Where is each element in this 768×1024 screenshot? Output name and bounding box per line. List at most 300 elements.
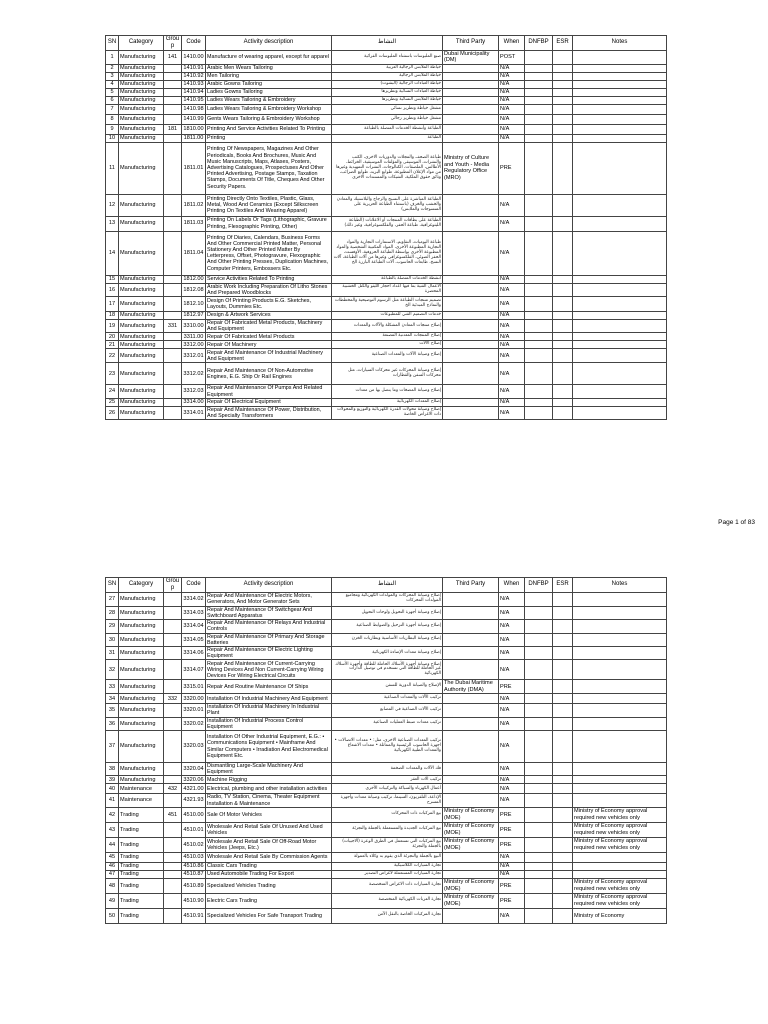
cell-sn: 19 [106,320,119,333]
cell-esr [553,822,573,837]
cell-activity: Service Activities Related To Printing [206,275,332,283]
cell-dnfbp [525,275,553,283]
cell-activity: Printing Of Newspapers, Magazines And Other Periodicals, Books And Brochures, Music And Music Manuscripts, Maps, Atlases, Posters, Advertising Catalogues, Prospectuses And Other Printed Advertising, Postage Stamps, Taxation Stamps, Documents Of Title, Cheques And Other Security Papers. [206,142,332,194]
cell-esr [553,893,573,908]
cell-code: 3314.03 [182,606,206,619]
col-header-esr: ESR [553,578,573,593]
cell-sn: 10 [106,134,119,142]
table-row [106,194,667,216]
cell-category: Manufacturing [119,88,164,96]
cell-notes [573,142,667,194]
cell-code: 3314.01 [182,406,206,419]
cell-code: 3320.01 [182,704,206,717]
table-row [106,822,667,837]
cell-arabic: خياطة الملابس الرجالية [332,72,443,80]
cell-dnfbp [525,852,553,862]
cell-when: N/A [499,312,525,320]
cell-when: N/A [499,776,525,784]
cell-third-party [443,606,499,619]
cell-sn: 4 [106,80,119,88]
cell-arabic: تجارة السيارات الكلاسيكية [332,862,443,870]
cell-activity: Printing On Labels Or Tags (Lithographic, Gravure Printing, Flexographic Printing, Other) [206,216,332,231]
cell-group [164,297,182,312]
cell-esr [553,592,573,606]
cell-category: Manufacturing [119,633,164,646]
cell-esr [553,142,573,194]
cell-arabic: خياطة الملابس النسائية وتطريزها [332,96,443,104]
cell-group: 332 [164,694,182,704]
cell-dnfbp [525,704,553,717]
cell-notes [573,363,667,385]
cell-activity: Specialized Vehicles Trading [206,878,332,893]
cell-notes: Ministry of Economy approval required new vehicles only [573,807,667,822]
cell-category: Manufacturing [119,96,164,104]
cell-code: 1811.01 [182,142,206,194]
cell-category: Manufacturing [119,647,164,660]
cell-dnfbp [525,870,553,878]
cell-esr [553,283,573,296]
table-row [106,283,667,296]
cell-group [164,363,182,385]
cell-arabic: أنشطة الخدمات المتصلة بالطباعة [332,275,443,283]
cell-esr [553,680,573,694]
cell-esr [553,704,573,717]
cell-when: N/A [499,704,525,717]
col-header-notes: Notes [573,578,667,593]
cell-third-party [443,363,499,385]
cell-code: 3320.06 [183,776,204,783]
cell-esr [553,349,573,363]
cell-dnfbp [525,680,553,694]
cell-code: 3315.01 [182,680,206,694]
cell-arabic: الطباعة [332,134,443,142]
cell-third-party [443,398,499,406]
table-row [106,776,667,784]
cell-esr [553,731,573,763]
table-row [106,870,667,878]
cell-notes [573,320,667,333]
cell-activity: Printing [206,134,332,142]
cell-code: 1410.92 [183,72,204,79]
cell-when: PRE [499,893,525,908]
cell-notes [573,731,667,763]
cell-sn: 48 [106,878,119,893]
cell-esr [553,837,573,852]
cell-arabic: إصلاح وصيانة المحركات والمولدات الكهربائية ومجاميع المولدات المحركات [332,592,443,606]
cell-arabic: بيع المركبات ذات المحركات [332,807,443,822]
cell-dnfbp [525,72,553,80]
cell-category: Manufacturing [119,64,164,72]
cell-arabic: صنع الملبوسات باستثناء الملبوسات الفرائية [332,50,443,64]
col-header-sn: SN [106,36,119,51]
cell-third-party: Ministry of Culture and Youth - Media Regulatory Office (MRO) [443,142,499,194]
cell-dnfbp [525,633,553,646]
cell-code: 3311.00 [182,333,206,341]
cell-when: N/A [499,297,525,312]
cell-third-party [443,704,499,717]
cell-third-party [443,349,499,363]
table-row [106,72,667,80]
table-row [106,704,667,717]
cell-activity: Electric Cars Trading [206,893,332,908]
cell-sn: 32 [106,660,119,680]
cell-sn: 49 [106,893,119,908]
cell-esr [553,134,573,142]
cell-sn: 11 [106,142,119,194]
cell-code: 1410.00 [182,50,206,64]
cell-notes [573,680,667,694]
cell-category: Manufacturing [119,363,164,385]
cell-group [164,341,182,349]
cell-when: N/A [499,88,525,96]
cell-notes [573,64,667,72]
cell-notes [573,275,667,283]
cell-arabic: تركيب الآلات والمعدات الصناعية [332,694,443,704]
cell-third-party [443,96,499,104]
cell-group [164,794,182,807]
cell-when: N/A [499,124,525,134]
cell-when: N/A [499,341,525,349]
cell-category: Trading [119,822,164,837]
cell-sn: 8 [106,114,119,124]
cell-code: 3314.06 [182,647,206,660]
cell-dnfbp [525,124,553,134]
cell-code: 1811.03 [182,216,206,231]
cell-third-party [443,104,499,114]
cell-notes [573,104,667,114]
table-row [106,297,667,312]
cell-notes [573,717,667,730]
cell-code: 3314.07 [182,660,206,680]
cell-dnfbp [525,878,553,893]
cell-esr [553,194,573,216]
cell-arabic: خدمات التصميم الفني للمطبوعات [332,312,443,320]
cell-category: Manufacturing [119,80,164,88]
cell-activity: Repair And Maintenance Of Primary And Storage Batteries [206,633,332,646]
cell-esr [553,297,573,312]
cell-code: 3320.03 [182,731,206,763]
cell-category: Trading [119,807,164,822]
cell-notes [573,283,667,296]
cell-dnfbp [525,341,553,349]
table-row [106,363,667,385]
cell-dnfbp [525,385,553,398]
col-header-dnfbp: DNFBP [525,36,553,51]
cell-notes [573,194,667,216]
cell-activity: Radio, TV Station, Cinema, Theater Equipment Installation & Maintenance [206,794,332,807]
cell-sn: 26 [106,406,119,419]
cell-activity: Classic Cars Trading [206,862,332,870]
cell-arabic: خياطة العباءات النسائية وتطريزها [332,88,443,96]
cell-group: 451 [164,807,182,822]
cell-category: Maintenance [119,784,164,794]
cell-dnfbp [525,194,553,216]
cell-esr [553,776,573,784]
cell-group [164,398,182,406]
cell-sn: 34 [106,694,119,704]
cell-code: 3312.03 [182,385,206,398]
cell-arabic: تجارة السيارات المستعملة لاغراض التصدير [332,870,443,878]
cell-activity: Repair And Maintenance Of Non-Automotive Engines, E.G. Ship Or Rail Engines [206,363,332,385]
cell-group [164,592,182,606]
cell-category: Manufacturing [119,731,164,763]
cell-group [164,64,182,72]
col-header-category: Category [119,36,164,51]
cell-activity: Installation Of Industrial Process Control Equipment [206,717,332,730]
cell-group [164,72,182,80]
cell-when: N/A [499,333,525,341]
cell-dnfbp [525,731,553,763]
cell-code: 4510.91 [182,908,206,923]
cell-when: N/A [499,852,525,862]
cell-arabic: إصلاح وصيانة محولات القدرة الكهربائية والتوزيع والمحولات ذات الاغراض الخاصة [332,406,443,419]
cell-arabic: إصلاح وصيانة أجهزة الأسلاك الحاملة للطاقة وأجهزة الأسلاك غير الحاملة للطاقة التي تستخدم في توصيل الدارات الكهربائية [332,660,443,680]
cell-arabic: تجارة السيارات ذات الاغراض المتخصصة [332,878,443,893]
cell-third-party: Ministry of Economy (MOE) [443,807,499,822]
cell-dnfbp [525,893,553,908]
cell-arabic: الطباعة على بطاقات المنتجات أو الاعلانات (الطباعة الليثوغرافية، طباعة الحفر، والفلكسوغرافية، وغير ذلك) [332,216,443,231]
cell-code: 3314.02 [182,592,206,606]
cell-when: N/A [499,592,525,606]
cell-esr [553,660,573,680]
cell-group [164,822,182,837]
cell-dnfbp [525,114,553,124]
cell-code: 1812.10 [182,297,206,312]
cell-arabic: أعمال الكهرباء والسباكة والتركيبات الأخرى [332,784,443,794]
cell-activity: Repair And Maintenance Of Electric Motors, Generators, And Motor Generator Sets [206,592,332,606]
table-row [106,320,667,333]
cell-third-party [443,114,499,124]
cell-notes: Ministry of Economy approval required new vehicles only [573,822,667,837]
table-body [106,50,667,419]
cell-dnfbp [525,312,553,320]
cell-code: 3314.00 [183,399,204,406]
cell-code: 1410.99 [182,114,206,124]
cell-activity: Sale Of Motor Vehicles [206,807,332,822]
table-row [106,606,667,619]
cell-third-party [443,776,499,784]
cell-code: 1811.02 [182,194,206,216]
table-row [106,134,667,142]
cell-when: N/A [499,104,525,114]
cell-third-party: Ministry of Economy (MOE) [443,893,499,908]
cell-dnfbp [525,660,553,680]
cell-dnfbp [525,908,553,923]
cell-code: 3320.02 [182,717,206,730]
cell-when: N/A [499,862,525,870]
cell-when: PRE [499,878,525,893]
cell-esr [553,96,573,104]
cell-esr [553,878,573,893]
cell-dnfbp [525,822,553,837]
cell-esr [553,784,573,794]
cell-group [164,763,182,776]
table-row [106,717,667,730]
cell-third-party [443,620,499,633]
table-row [106,852,667,862]
document-page-2 [105,577,667,924]
col-header-code: Code [182,578,206,593]
cell-code: 1410.94 [183,88,204,95]
cell-third-party [443,763,499,776]
cell-when: N/A [499,349,525,363]
cell-activity: Used Automobile Trading For Export [206,870,332,878]
cell-sn: 45 [106,852,119,862]
cell-when: N/A [499,660,525,680]
cell-activity: Repair Of Fabricated Metal Products, Machinery And Equipment [206,320,332,333]
cell-esr [553,807,573,822]
cell-activity: Design Of Printing Products E.G. Sketches, Layouts, Dummies Etc. [206,297,332,312]
cell-esr [553,606,573,619]
cell-notes [573,134,667,142]
cell-code: 3312.01 [182,349,206,363]
cell-code: 3312.02 [182,363,206,385]
cell-dnfbp [525,349,553,363]
cell-category: Manufacturing [119,620,164,633]
cell-esr [553,64,573,72]
cell-group [164,114,182,124]
cell-arabic: فك الآلات والمعدات الضخمة [332,763,443,776]
cell-category: Manufacturing [119,134,164,142]
cell-activity: Design & Artwork Services [206,312,332,320]
cell-dnfbp [525,216,553,231]
cell-dnfbp [525,283,553,296]
cell-esr [553,275,573,283]
cell-dnfbp [525,320,553,333]
table-row [106,680,667,694]
cell-when: N/A [499,620,525,633]
cell-notes [573,114,667,124]
document-page-1 [105,35,667,420]
cell-code: 1812.97 [183,312,204,319]
cell-third-party [443,275,499,283]
table-row [106,694,667,704]
table-header-row [106,578,667,593]
cell-group [164,660,182,680]
cell-code: 3320.04 [182,763,206,776]
cell-category: Manufacturing [119,694,164,704]
cell-third-party [443,870,499,878]
cell-when: PRE [499,142,525,194]
cell-when: POST [499,50,525,64]
cell-dnfbp [525,763,553,776]
cell-dnfbp [525,620,553,633]
cell-code: 4510.02 [182,837,206,852]
cell-notes [573,776,667,784]
table-row [106,398,667,406]
cell-esr [553,398,573,406]
cell-notes: Ministry of Economy approval required new vehicles only [573,878,667,893]
cell-arabic: بيع المركبات الجديدة والمستعملة بالجملة والتجزئة [332,822,443,837]
cell-esr [553,385,573,398]
cell-dnfbp [525,363,553,385]
cell-group [164,647,182,660]
col-header-esr: ESR [553,36,573,51]
cell-sn: 1 [106,50,119,64]
cell-third-party [443,385,499,398]
table-row [106,124,667,134]
cell-notes [573,297,667,312]
cell-third-party [443,633,499,646]
cell-dnfbp [525,297,553,312]
cell-dnfbp [525,134,553,142]
table-row [106,385,667,398]
cell-dnfbp [525,592,553,606]
cell-activity: Repair Of Fabricated Metal Products [206,333,332,341]
cell-sn: 2 [106,64,119,72]
cell-esr [553,406,573,419]
table-row [106,862,667,870]
cell-notes [573,633,667,646]
cell-arabic: الإذاعة، التلفزيون، السينما، تركيب وصيانة معدات وأجهزة المسرح [332,794,443,807]
cell-when: N/A [499,194,525,216]
cell-third-party: Ministry of Economy (MOE) [443,822,499,837]
cell-category: Manufacturing [119,283,164,296]
table-row [106,341,667,349]
cell-third-party: The Dubai Maritime Authority (DMA) [443,680,499,694]
cell-sn: 31 [106,647,119,660]
cell-code: 1410.91 [183,64,204,71]
cell-code: 1812.08 [182,283,206,296]
cell-activity: Repair And Maintenance Of Power, Distribution, And Specialty Transformers [206,406,332,419]
cell-group [164,194,182,216]
table-row [106,333,667,341]
cell-third-party [443,694,499,704]
cell-code: 3314.04 [182,620,206,633]
cell-third-party [443,852,499,862]
cell-third-party [443,72,499,80]
cell-activity: Ladies Gowns Tailoring [206,88,332,96]
cell-category: Manufacturing [119,312,164,320]
cell-sn: 27 [106,592,119,606]
col-header-notes: Notes [573,36,667,51]
col-header-sn: SN [106,578,119,593]
cell-esr [553,694,573,704]
col-header-code: Code [182,36,206,51]
cell-dnfbp [525,333,553,341]
cell-sn: 47 [106,870,119,878]
cell-activity: Electrical, plumbing and other installation activities [206,784,332,794]
cell-sn: 3 [106,72,119,80]
table-row [106,114,667,124]
cell-when: N/A [499,763,525,776]
table-row [106,893,667,908]
cell-dnfbp [525,606,553,619]
cell-when: N/A [499,717,525,730]
cell-dnfbp [525,862,553,870]
col-header-third-party: Third Party [443,578,499,593]
table-row [106,633,667,646]
cell-group [164,96,182,104]
cell-code: 1410.95 [183,96,204,103]
cell-when: N/A [499,275,525,283]
col-header-activity: Activity description [206,578,332,593]
cell-third-party [443,647,499,660]
cell-sn: 12 [106,194,119,216]
cell-activity: Repair And Routine Maintenance Of Ships [206,680,332,694]
cell-sn: 41 [106,794,119,807]
cell-category: Trading [119,893,164,908]
table-row [106,88,667,96]
cell-when: N/A [499,406,525,419]
cell-when: N/A [499,385,525,398]
cell-when: N/A [499,633,525,646]
cell-when: N/A [499,398,525,406]
table-row [106,275,667,283]
cell-when: N/A [499,794,525,807]
cell-third-party [443,124,499,134]
cell-arabic: إصلاح المنتجات المعدنية المصنعة [332,333,443,341]
